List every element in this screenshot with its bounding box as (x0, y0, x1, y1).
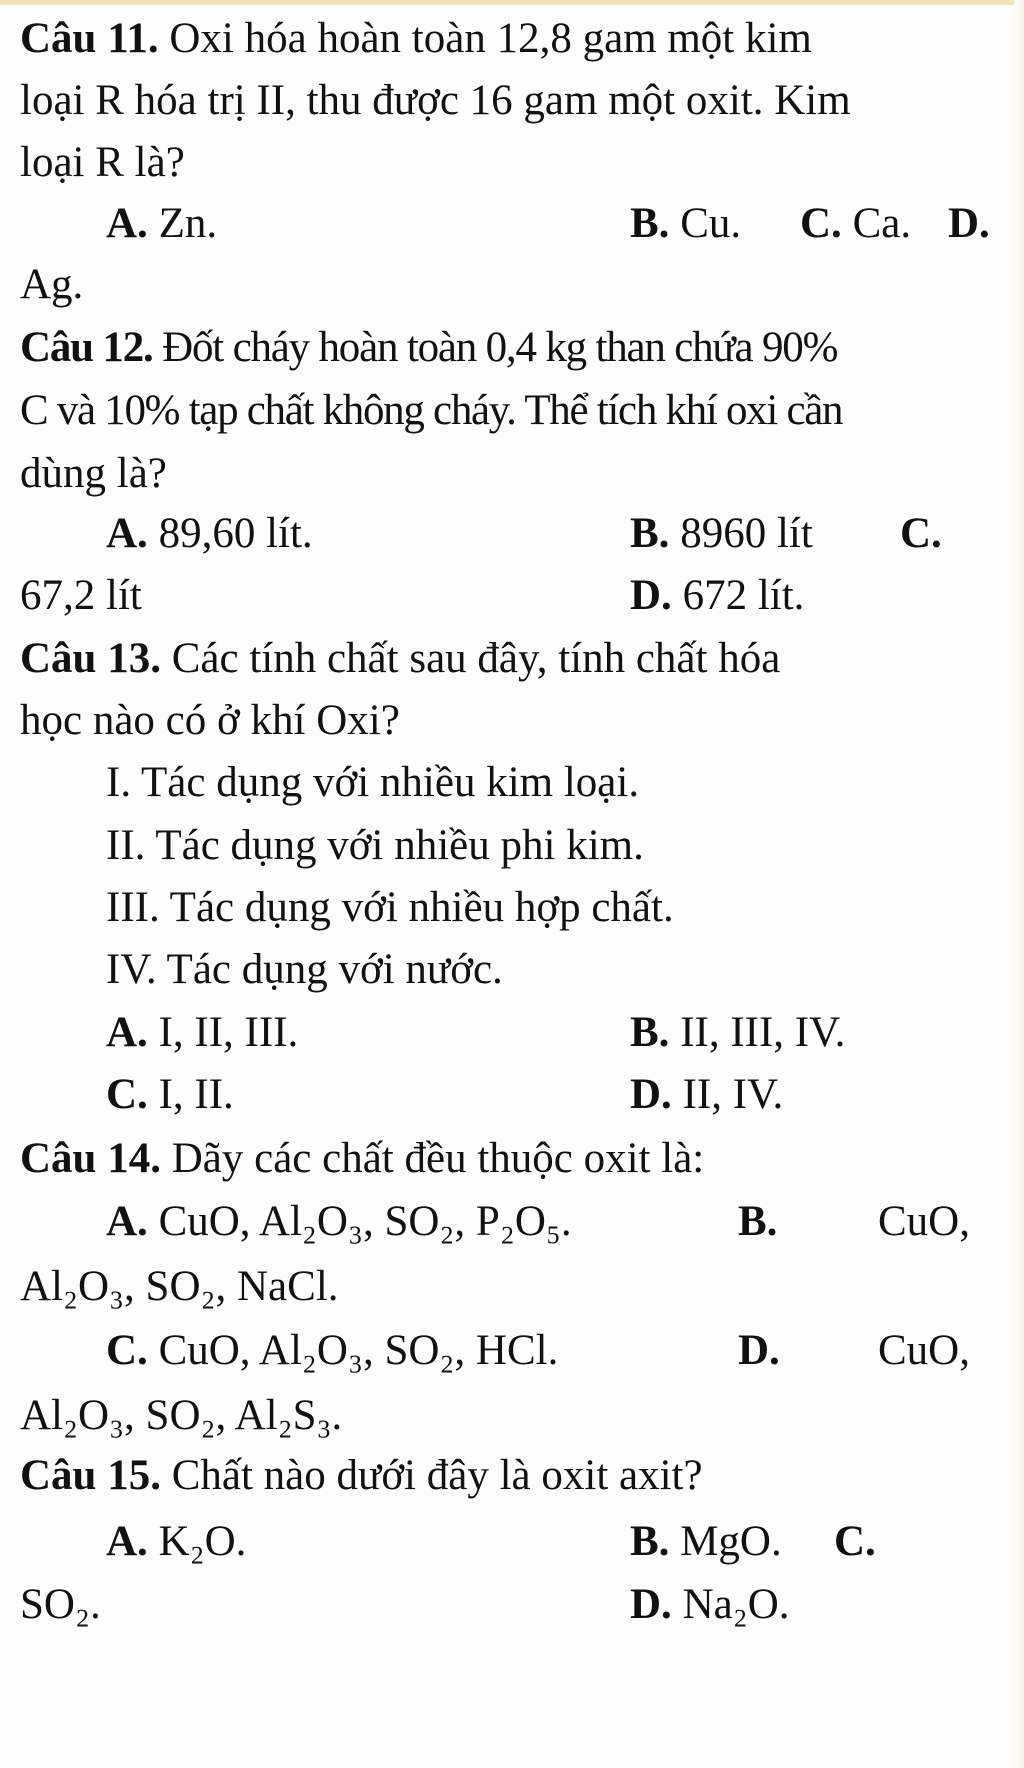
q12-option-b: B. 8960 lít (630, 510, 813, 557)
q13-option-d: D. II, IV. (630, 1071, 784, 1118)
right-edge (1014, 0, 1024, 1768)
q14-option-c: C. CuO, Al₂O₃, SO₂, HCl. (106, 1327, 559, 1374)
q11-option-d-key: D. (948, 200, 990, 247)
q11-option-c: C. Ca. (800, 200, 912, 247)
q13-option-a: A. I, II, III. (106, 1009, 299, 1056)
q12-option-a: A. 89,60 lít. (106, 510, 313, 557)
q13-option-b: B. II, III, IV. (630, 1009, 846, 1056)
q15-label: Câu 15. (20, 1452, 161, 1499)
q14-label: Câu 14. (20, 1135, 161, 1182)
q14-option-d-value-2: Al₂O₃, SO₂, Al₂S₃. (20, 1392, 343, 1439)
top-border (0, 0, 1024, 5)
q15-option-c-key: C. (834, 1518, 876, 1565)
q15-line-1: Câu 15. Chất nào dưới đây là oxit axit? (20, 1452, 703, 1499)
q14-option-b-value-2: Al₂O₃, SO₂, NaCl. (20, 1263, 339, 1310)
q13-statement-3: III. Tác dụng với nhiều hợp chất. (106, 884, 674, 931)
q12-option-d: D. 672 lít. (630, 572, 805, 619)
q15-option-b: B. MgO. (630, 1518, 782, 1565)
q11-line-3: loại R là? (20, 139, 185, 186)
q12-label: Câu 12. (20, 324, 153, 371)
q11-option-a: A. Zn. (106, 200, 218, 247)
q13-label: Câu 13. (20, 635, 161, 682)
q13-line-1: Câu 13. Các tính chất sau đây, tính chất hóa (20, 635, 781, 682)
q12-line-3: dùng là? (20, 450, 167, 497)
q12-line-1: Câu 12. Đốt cháy hoàn toàn 0,4 kg than chứa 90% (20, 324, 838, 371)
q11-option-d-value: Ag. (20, 261, 84, 308)
q11-label: Câu 11. (20, 15, 159, 62)
q11-option-b: B. Cu. (630, 200, 742, 247)
q13-statement-2: II. Tác dụng với nhiều phi kim. (106, 822, 644, 869)
q12-line-2: C và 10% tạp chất không cháy. Thể tích khí oxi cần (20, 387, 843, 434)
q12-option-c-value: 67,2 lít (20, 572, 142, 619)
q13-line-2: học nào có ở khí Oxi? (20, 697, 400, 744)
q11-line-1: Câu 11. Oxi hóa hoàn toàn 12,8 gam một kim (20, 15, 812, 62)
q11-line-2: loại R hóa trị II, thu được 16 gam một oxit. Kim (20, 77, 851, 124)
q15-option-a: A. K₂O. (106, 1518, 247, 1565)
q13-option-c: C. I, II. (106, 1071, 234, 1118)
q15-option-c-value: SO₂. (20, 1581, 101, 1628)
q12-option-c-key: C. (900, 510, 942, 557)
q13-statement-4: IV. Tác dụng với nước. (106, 946, 503, 993)
q14-option-d-value-1: CuO, (878, 1327, 970, 1374)
q15-option-d: D. Na₂O. (630, 1581, 790, 1628)
q14-option-b-key: B. (738, 1198, 778, 1245)
q14-line-1: Câu 14. Dãy các chất đều thuộc oxit là: (20, 1135, 705, 1182)
q14-option-b-value-1: CuO, (878, 1198, 970, 1245)
q14-option-a: A. CuO, Al₂O₃, SO₂, P₂O₅. (106, 1198, 572, 1245)
q13-statement-1: I. Tác dụng với nhiều kim loại. (106, 759, 640, 806)
q14-option-d-key: D. (738, 1327, 780, 1374)
